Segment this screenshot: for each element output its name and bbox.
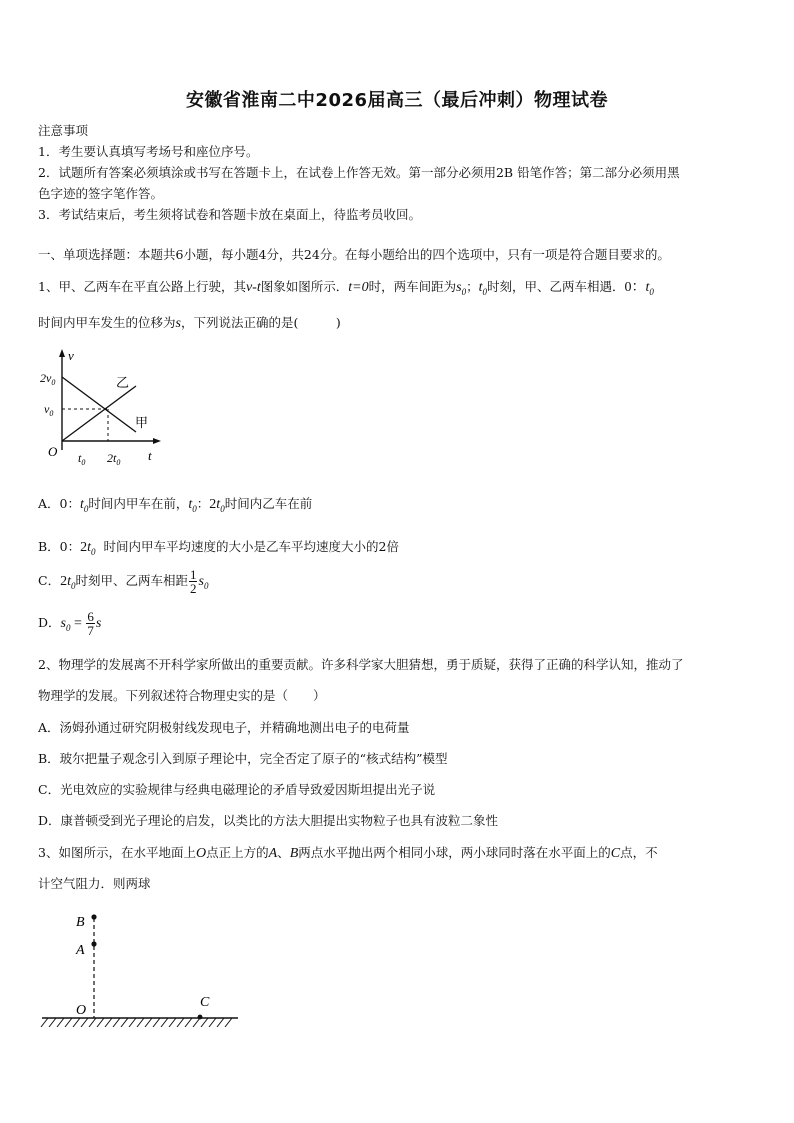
series-yi-line [62, 386, 136, 441]
q1-stem-line1 [38, 276, 654, 297]
label-2t0: $2t_0$ [107, 451, 121, 467]
q1-text: 时，两车间距为 [368, 279, 457, 294]
point-a-dot [91, 941, 96, 946]
fig-label-a: A [76, 943, 85, 958]
t0: $t_0$ [188, 497, 197, 514]
q3-stem-line1 [38, 843, 658, 862]
section-heading: 一、单项选择题：本题共6小题，每小题4分，共24分。在每小题给出的四个选项中，只有一项是符合题目要求的。 [38, 247, 670, 262]
q1-text: ，下列说法正确的是( ) [180, 315, 341, 330]
origin-label: O [48, 444, 58, 459]
q1-text: D． [38, 615, 61, 630]
q1-t0: $t_0$ [478, 280, 487, 297]
label-v0: $v_0$ [44, 402, 54, 418]
hatch-mark [65, 1018, 72, 1027]
q1-vt-graph [34, 346, 174, 470]
q3-text: 点，不 [620, 845, 658, 860]
notice-item-2: 2．试题所有答案必须填涂或书写在答题卡上，在试卷上作答无效。第一部分必须用2B 铅笔作答；第二部分必须用黑 [38, 165, 680, 180]
sub: 0 [203, 580, 209, 591]
sub: 0 [70, 580, 76, 591]
hatch-mark [97, 1018, 104, 1027]
equals: = [70, 616, 86, 631]
q1-text: 时间内乙车在前 [224, 496, 313, 511]
t0: $t_0$ [79, 497, 89, 514]
sub: 0 [649, 286, 654, 297]
q3-figure [38, 906, 248, 1036]
hatch-mark [49, 1018, 56, 1027]
fig-label-o: O [76, 1003, 87, 1018]
hatch-mark [121, 1018, 128, 1027]
notice-item-3: 3．考试结束后，考生须将试卷和答题卡放在桌面上，待监考员收回。 [38, 207, 421, 222]
notice-item-1: 1．考生要认真填写考场号和座位序号。 [38, 144, 259, 159]
sub: 0 [192, 503, 197, 514]
q1-option-d [38, 610, 101, 637]
q1-text: B．0： [38, 539, 81, 554]
q1-option-b [38, 537, 399, 557]
q2-stem-line2: 物理学的发展。下列叙述符合物理史实的是（ ） [38, 688, 326, 703]
hatch-mark [41, 1018, 48, 1027]
hatch-mark [209, 1018, 216, 1027]
notice-heading: 注意事项 [38, 123, 89, 138]
series-jia-label: 甲 [135, 415, 149, 430]
q1-option-c [38, 568, 208, 595]
hatch-mark [185, 1018, 192, 1027]
two: 2 [80, 540, 88, 555]
q1-text: ： [196, 496, 210, 511]
q1-text: 0： [624, 280, 646, 295]
frac-den: 7 [87, 623, 94, 638]
point-c: C [610, 846, 621, 861]
fig-label-b: B [76, 915, 85, 930]
frac-den: 2 [189, 581, 197, 596]
hatch-mark [57, 1018, 64, 1027]
hatch-mark [193, 1018, 200, 1027]
two: 2 [209, 497, 217, 512]
hatch-mark [217, 1018, 224, 1027]
ground-hatching [41, 1018, 232, 1027]
q2-option-c: C．光电效应的实验规律与经典电磁理论的矛盾导致爱因斯坦提出光子说 [38, 782, 436, 797]
hatch-mark [201, 1018, 208, 1027]
v-axis-arrow [59, 349, 65, 357]
frac-num: 1 [189, 567, 197, 582]
q1-vt: v-t [245, 280, 261, 295]
q1-text: 图象如图所示． [260, 279, 349, 294]
sub: 0 [220, 503, 225, 514]
q1-stem-line2 [38, 313, 341, 332]
q3-text: 3、如图所示，在水平地面上 [38, 845, 196, 860]
q1-text: 时间内甲车在前， [88, 496, 189, 511]
sub: 0 [482, 286, 487, 297]
point-o: O [195, 846, 207, 861]
sub: 0 [83, 503, 89, 514]
q3-text: 两点水平抛出两个相同小球，两小球同时落在水平面上的 [298, 845, 611, 860]
q1-text: 时刻，甲、乙两车相遇． [486, 279, 625, 294]
q1-text: 时刻甲、乙两车相距 [75, 573, 188, 588]
sub: 0 [91, 546, 96, 557]
axis-v-label: v [68, 348, 74, 363]
t0: $t_0$ [67, 574, 76, 591]
s: s [95, 616, 102, 631]
t0: $t_0$ [87, 540, 96, 557]
series-yi-label: 乙 [116, 375, 130, 390]
hatch-mark [73, 1018, 80, 1027]
axis-t-label: t [148, 448, 152, 463]
q1-text: C． [38, 573, 61, 588]
q1-t0: $t_0$ [645, 280, 654, 297]
q2-option-d: D．康普顿受到光子理论的启发，以类比的方法大胆提出实物粒子也具有波粒二象性 [38, 813, 499, 828]
s0: $s_0$ [198, 574, 209, 591]
q3-text: 、 [277, 845, 290, 860]
q1-s: s [175, 316, 181, 331]
q1-text: 1、甲、乙两车在平直公路上行驶，其 [38, 279, 246, 294]
q1-t0-eq: t=0 [348, 280, 369, 295]
hatch-mark [105, 1018, 112, 1027]
sub: 0 [461, 286, 467, 297]
point-b: B [289, 846, 299, 861]
hatch-mark [129, 1018, 136, 1027]
page-title: 安徽省淮南二中2026届高三（最后冲刺）物理试卷 [185, 90, 609, 111]
hatch-mark [89, 1018, 96, 1027]
two: 2 [60, 574, 68, 589]
hatch-mark [113, 1018, 120, 1027]
q2-option-b: B．玻尔把量子观念引入到原子理论中，完全否定了原子的“核式结构”模型 [38, 751, 448, 766]
fraction-six-sevenths [86, 610, 95, 637]
point-a: A [268, 846, 278, 861]
q2-option-a: A．汤姆孙通过研究阴极射线发现电子，并精确地测出电子的电荷量 [38, 720, 410, 735]
hatch-mark [161, 1018, 168, 1027]
point-b-dot [91, 914, 96, 919]
hatch-mark [177, 1018, 184, 1027]
hatch-mark [137, 1018, 144, 1027]
q1-text: A．0： [38, 496, 80, 511]
q1-text: 时间内甲车平均速度的大小是乙车平均速度大小的2倍 [103, 539, 399, 554]
fraction-half [189, 568, 198, 595]
q1-text: 时间内甲车发生的位移为 [38, 315, 176, 330]
hatch-mark [225, 1018, 232, 1027]
hatch-mark [145, 1018, 152, 1027]
label-t0: $t_0$ [78, 451, 86, 467]
q1-s0: $s_0$ [456, 280, 467, 297]
t-axis-arrow [153, 438, 161, 444]
s0: $s_0$ [60, 616, 71, 633]
hatch-mark [153, 1018, 160, 1027]
hatch-mark [81, 1018, 88, 1027]
frac-num: 6 [87, 609, 94, 624]
fig-label-c: C [200, 995, 210, 1010]
hatch-mark [169, 1018, 176, 1027]
q3-stem-line2: 计空气阻力．则两球 [38, 876, 151, 891]
q2-stem-line1: 2、物理学的发展离不开科学家所做出的重要贡献。许多科学家大胆猜想，勇于质疑，获得了正确的科学认知，推动了 [38, 657, 684, 672]
t0: $t_0$ [216, 497, 225, 514]
q1-text: ； [466, 279, 479, 294]
sub: 0 [65, 622, 71, 633]
q3-text: 点正上方的 [206, 845, 269, 860]
notice-item-2-cont: 色字迹的签字笔作答。 [38, 186, 164, 201]
q1-option-a [38, 494, 312, 514]
label-2v0: $2v_0$ [40, 371, 56, 387]
